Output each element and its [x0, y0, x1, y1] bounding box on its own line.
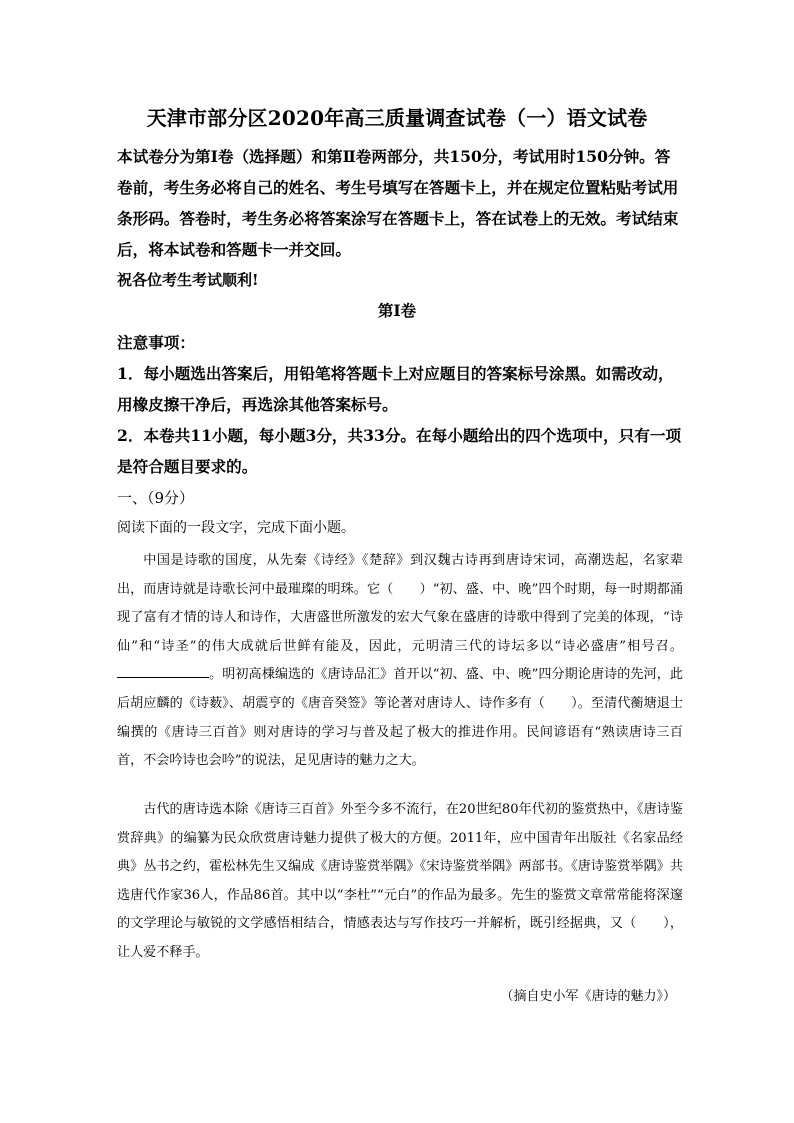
passage-paragraph-1-part-a: 中国是诗歌的国度，从先秦《诗经》《楚辞》到汉魏古诗再到唐诗宋词，高潮迭起，名家辈出，而唐诗就是诗歌长河中最璀璨的明珠。它（ ）“初、盛、中、晚”四个时期，每一时期都涌现了富有才情的诗人和诗作，大唐盛世所激发的宏大气象在盛唐的诗歌中得到了完美的体现，“诗仙”和“诗圣”的伟大成就后世鲜有能及，因此，元明清三代的诗坛多以“诗必盛唐”相号召。	[117, 553, 683, 654]
notes-block	[117, 327, 683, 482]
passage-paragraph-1-part-b: 。明初高棅编选的《唐诗品汇》首开以“初、盛、中、晚”四分期论唐诗的先河，此后胡应麟的《诗薮》、胡震亨的《唐音癸签》等论著对唐诗人、诗作多有（ ）。至清代蘅塘退士编撰的《唐诗三百首》则对唐诗的学习与普及起了极大的推进作用。民间谚语有“熟读唐诗三百首，不会吟诗也会吟”的说法，足见唐诗的魅力之大。	[117, 667, 683, 769]
exam-title: 天津市部分区2020年高三质量调查试卷（一）语文试卷	[146, 106, 648, 130]
passage-paragraph-2: 古代的唐诗选本除《唐诗三百首》外至今多不流行，在20世纪80年代初的鉴赏热中，《唐诗鉴赏辞典》的编纂为民众欣赏唐诗魅力提供了极大的方便。2011年，应中国青年出版社《名家品经典》丛书之约，霍松林先生又编成《唐诗鉴赏举隅》《宋诗鉴赏举隅》两部书。《唐诗鉴赏举隅》共选唐代作家36人，作品86首。其中以“李杜”“元白”的作品为最多。先生的鉴赏文章常常能将深邃的文学理论与敏锐的文学感悟相结合，情感表达与写作技巧一并解析，既引经据典，又（ ），让人爱不释手。	[117, 802, 683, 960]
exam-wish: 祝各位考生考试顺利!	[117, 271, 259, 289]
exam-intro: 本试卷分为第Ⅰ卷（选择题）和第Ⅱ卷两部分，共150分，考试用时150分钟。答卷前，考生务必将自己的姓名、考生号填写在答题卡上，并在规定位置粘贴考试用条形码。答卷时，考生务必将答案涂写在答题卡上，答在试卷上的无效。考试结束后，将本试卷和答题卡一并交回。	[117, 147, 679, 259]
note-item-1: 1．每小题选出答案后，用铅笔将答题卡上对应题目的答案标号涂黑。如需改动，用橡皮擦干净后，再选涂其他答案标号。	[117, 364, 674, 414]
reading-instruction: 阅读下面的一段文字，完成下面小题。	[117, 520, 355, 536]
section-heading: 一、（9分）	[117, 489, 195, 507]
notes-heading: 注意事项：	[117, 333, 195, 352]
fill-in-blank-line	[117, 665, 209, 678]
passage-source: （摘自史小军《唐诗的魅力》）	[500, 989, 676, 1004]
volume-title: 第Ⅰ卷	[377, 301, 417, 320]
passage-paragraph-1	[117, 547, 683, 776]
note-item-2: 2．本卷共11小题，每小题3分，共33分。在每小题给出的四个选项中，只有一项是符合题目要求的。	[117, 426, 682, 476]
